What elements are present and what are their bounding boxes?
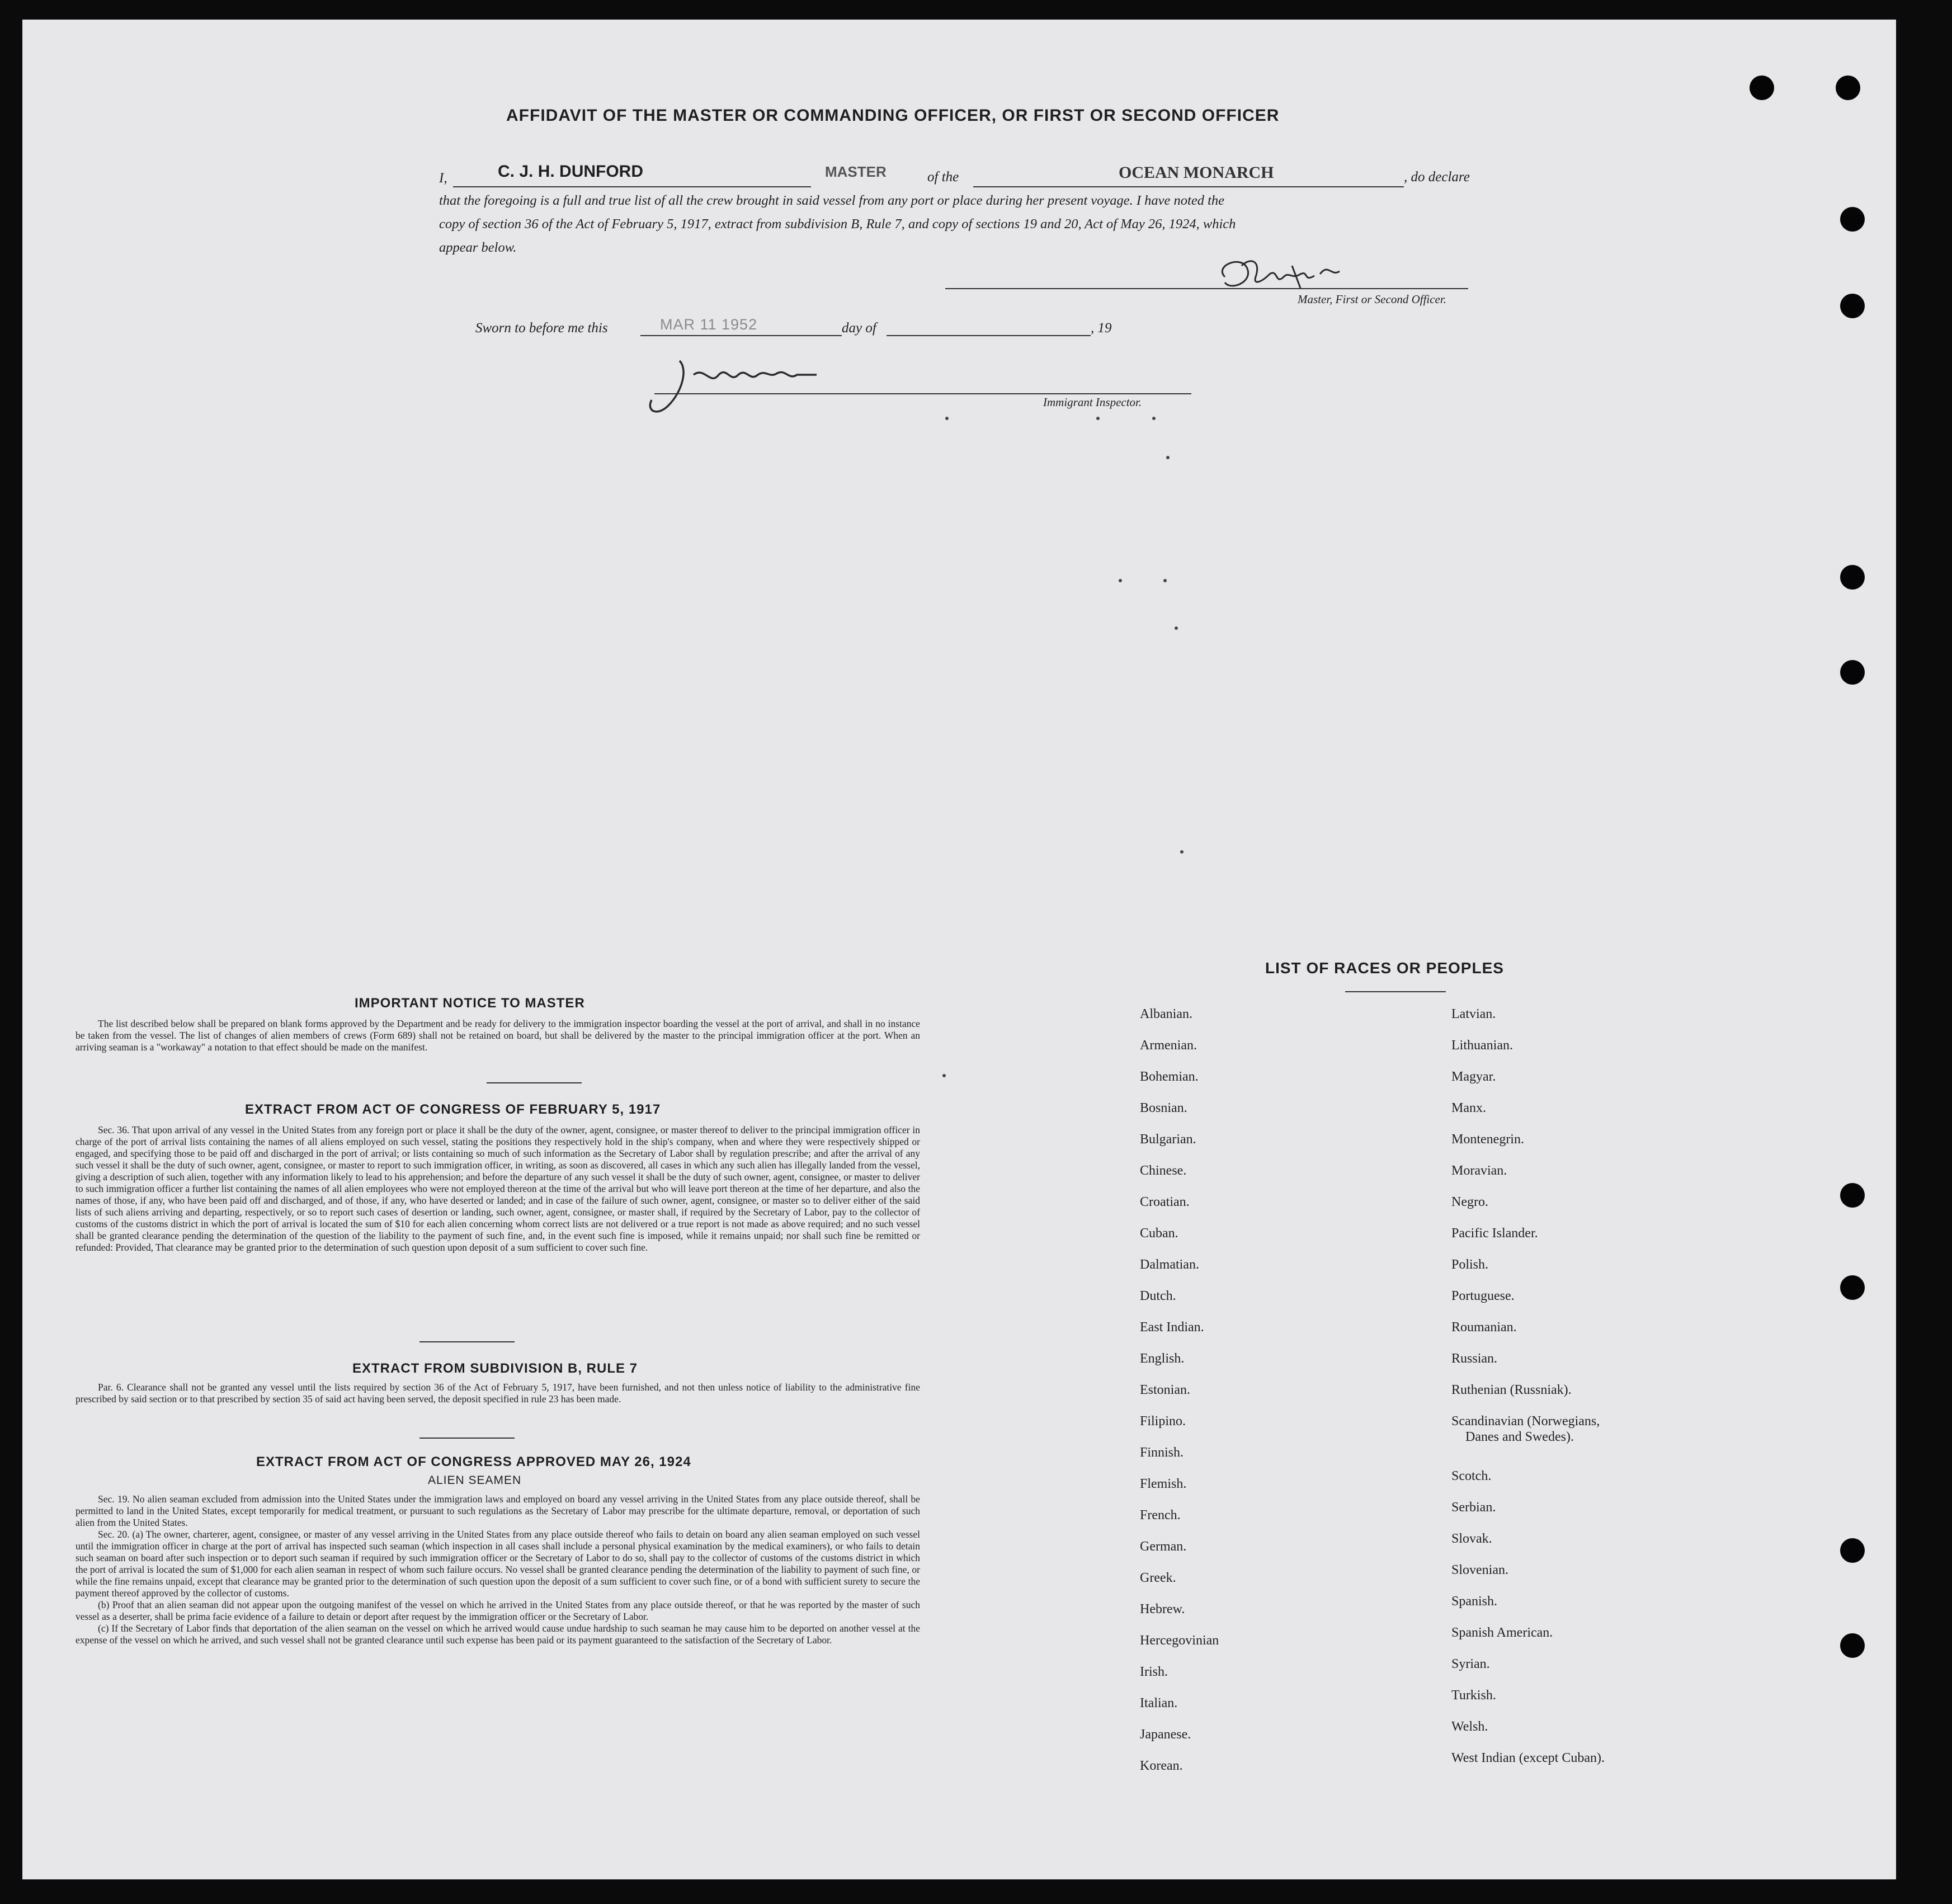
race-item: Montenegrin. — [1451, 1132, 1524, 1147]
speck — [1152, 417, 1156, 420]
speck — [1175, 626, 1178, 630]
extract-rule7-title: EXTRACT FROM SUBDIVISION B, RULE 7 — [352, 1361, 638, 1376]
races-divider — [1345, 991, 1446, 992]
race-item: Finnish. — [1140, 1445, 1184, 1460]
race-item: Polish. — [1451, 1257, 1489, 1272]
race-item: Welsh. — [1451, 1719, 1488, 1734]
race-item: Spanish. — [1451, 1594, 1498, 1609]
speck — [945, 417, 949, 420]
race-item: Hercegovinian — [1140, 1633, 1219, 1648]
of-the-label: of the — [927, 169, 959, 185]
race-item: Irish. — [1140, 1665, 1168, 1679]
name-underline — [453, 186, 811, 187]
binder-hole — [1840, 207, 1865, 232]
race-item: Chinese. — [1140, 1163, 1187, 1178]
master-signature-line — [945, 288, 1468, 289]
race-item: Russian. — [1451, 1351, 1498, 1366]
race-item: Magyar. — [1451, 1069, 1496, 1084]
race-item: Lithuanian. — [1451, 1038, 1513, 1053]
speck — [1166, 456, 1170, 459]
notice-text — [76, 1018, 920, 1053]
race-item: Manx. — [1451, 1101, 1486, 1115]
race-item: Korean. — [1140, 1759, 1183, 1773]
master-name: C. J. H. DUNFORD — [498, 162, 644, 181]
race-item: Greek. — [1140, 1571, 1176, 1585]
race-item: Bohemian. — [1140, 1069, 1199, 1084]
year-label: , 19 — [1091, 321, 1112, 336]
race-item: Bulgarian. — [1140, 1132, 1196, 1147]
race-item: Dalmatian. — [1140, 1257, 1199, 1272]
section-divider — [487, 1082, 582, 1083]
race-item: Flemish. — [1140, 1477, 1187, 1491]
binder-hole — [1840, 565, 1865, 590]
notice-paragraph: The list described below shall be prepared on blank forms approved by the Department and be ready for delivery to the immigration inspector boarding the vessel at the port of arrival, and shall in no instance be taken from the vessel. The list of changes of alien members of crews (Form 689) shall not be retained on board, but shall be delivered by the master to the principal immigration officer at the port. When an arriving seaman is a "workaway" a notation to that effect should be made on the manifest. — [76, 1018, 920, 1053]
section-20a-paragraph: Sec. 20. (a) The owner, charterer, agent, consignee, or master of any vessel arriving in the United States from any place outside thereof who fails to detain on board any alien seaman employed on such vessel until the immigration officer in charge at the port of arrival has inspected such seaman (which inspection in all cases shall include a personal physical examination by the medical examiners), or who fails to detain such seaman on board after such inspection or to deport such seaman if required by such immigration officer or the Secretary of Labor to do so, shall pay to the collector of customs of the customs district in which the port of arrival is located the sum of $1,000 for each alien seaman in respect of whom such failure occurs. No vessel shall be granted clearance pending the determination of the liability to payment of such fine, or while the fine remains unpaid, except that clearance may be granted prior to the determination of such question upon the deposit of a sum sufficient to cover such fine, or of a bond with sufficient surety to secure the payment thereof approved by the collector of customs. — [76, 1529, 920, 1599]
affidavit-body-line-2: copy of section 36 of the Act of February 5, 1917, extract from subdivision B, Rule 7, and copy of sections 19 and 20, Act of May 26, 1924, which — [439, 216, 1236, 232]
race-item: Italian. — [1140, 1696, 1178, 1710]
section-20c-paragraph: (c) If the Secretary of Labor finds that deportation of the alien seaman on the vessel on which he arrived would cause undue hardship to such seaman he may cause him to be deported on another vessel at the expense of the vessel on which he arrived, and such vessel shall not be granted clearance until such expense has been paid or its payment guaranteed to the satisfaction of the Secretary of Labor. — [76, 1623, 920, 1646]
binder-hole — [1840, 1633, 1865, 1658]
race-item: Spanish American. — [1451, 1625, 1553, 1640]
race-item: German. — [1140, 1539, 1187, 1554]
race-item: Roumanian. — [1451, 1320, 1517, 1335]
races-title: LIST OF RACES OR PEOPLES — [1265, 959, 1504, 977]
inspector-caption: Immigrant Inspector. — [1043, 395, 1142, 409]
affidavit-prefix: I, — [439, 171, 447, 186]
race-item: Portuguese. — [1451, 1289, 1515, 1303]
extract-1917-text — [76, 1124, 920, 1253]
race-item: Syrian. — [1451, 1657, 1490, 1671]
binder-hole — [1840, 1183, 1865, 1208]
section-divider — [419, 1438, 515, 1439]
race-item: French. — [1140, 1508, 1181, 1523]
section-19-paragraph: Sec. 19. No alien seaman excluded from admission into the United States under the immigration laws and employed on board any vessel arriving in the United States from any place outside thereof, shall be permitted to land in the United States, except temporarily for medical treatment, or pursuant to such regulations as the Secretary of Labor may prescribe for the ultimate departure, removal, or deportation of such alien from the United States. — [76, 1493, 920, 1528]
affidavit-body-line-1: that the foregoing is a full and true list of all the crew brought in said vessel from any port or place during her present voyage. I have noted the — [439, 193, 1225, 208]
race-item: Pacific Islander. — [1451, 1226, 1538, 1241]
race-item: English. — [1140, 1351, 1185, 1366]
speck — [1180, 850, 1184, 854]
race-item: East Indian. — [1140, 1320, 1204, 1335]
race-item: Negro. — [1451, 1195, 1488, 1209]
rule7-paragraph: Par. 6. Clearance shall not be granted any vessel until the lists required by section 36 of the Act of February 5, 1917, have been furnished, and not then unless notice of liability to the administrative fine prescribed by said section or to that prescribed by section 35 of said act having been served, the deposit specified in rule 23 has been made. — [76, 1382, 920, 1405]
race-item: Bosnian. — [1140, 1101, 1187, 1115]
affidavit-title: AFFIDAVIT OF THE MASTER OR COMMANDING OFFICER, OR FIRST OR SECOND OFFICER — [506, 106, 1280, 125]
speck — [942, 1074, 946, 1077]
binder-hole — [1840, 294, 1865, 318]
extract-rule7-text — [76, 1382, 920, 1405]
vessel-underline — [973, 186, 1404, 187]
binder-hole — [1750, 76, 1774, 100]
binder-hole — [1840, 1538, 1865, 1563]
binder-hole — [1840, 660, 1865, 685]
race-item: Scotch. — [1451, 1469, 1492, 1483]
race-item: Armenian. — [1140, 1038, 1197, 1053]
speck — [1119, 579, 1122, 582]
race-item: Slovenian. — [1451, 1563, 1508, 1577]
extract-1924-subtitle: ALIEN SEAMEN — [428, 1474, 522, 1487]
race-item: Estonian. — [1140, 1383, 1190, 1397]
binder-hole — [1840, 1275, 1865, 1300]
race-item: Filipino. — [1140, 1414, 1186, 1429]
sworn-date-line — [640, 335, 842, 336]
extract-1924-title: EXTRACT FROM ACT OF CONGRESS APPROVED MAY 26, 1924 — [256, 1454, 691, 1469]
race-item: Ruthenian (Russniak). — [1451, 1383, 1572, 1397]
vessel-name: OCEAN MONARCH — [1119, 163, 1274, 182]
day-of-label: day of — [842, 321, 876, 336]
race-item: Moravian. — [1451, 1163, 1507, 1178]
date-stamp: MAR 11 1952 — [660, 316, 758, 333]
inspector-signature-line — [654, 393, 1191, 394]
speck — [1096, 417, 1100, 420]
do-declare-label: , do declare — [1404, 169, 1470, 185]
race-item: Slovak. — [1451, 1531, 1492, 1546]
binder-hole — [1836, 76, 1860, 100]
affidavit-body-line-3: appear below. — [439, 240, 517, 255]
extract-1917-title: EXTRACT FROM ACT OF CONGRESS OF FEBRUARY 5, 1917 — [245, 1102, 661, 1117]
race-item: Serbian. — [1451, 1500, 1496, 1515]
sworn-label: Sworn to before me this — [475, 321, 608, 336]
section-divider — [419, 1341, 515, 1342]
month-line — [887, 335, 1091, 336]
race-item: Hebrew. — [1140, 1602, 1185, 1616]
speck — [1163, 579, 1167, 582]
race-item: Latvian. — [1451, 1007, 1496, 1021]
race-item: Turkish. — [1451, 1688, 1496, 1703]
race-item: Albanian. — [1140, 1007, 1192, 1021]
race-item: Dutch. — [1140, 1289, 1176, 1303]
race-item: Cuban. — [1140, 1226, 1178, 1241]
race-item: Danes and Swedes). — [1465, 1430, 1574, 1444]
race-item: Croatian. — [1140, 1195, 1190, 1209]
race-item: Japanese. — [1140, 1727, 1191, 1742]
master-rank: MASTER — [825, 163, 887, 180]
race-item: Scandinavian (Norwegians, — [1451, 1414, 1600, 1429]
signer-caption: Master, First or Second Officer. — [1298, 293, 1446, 306]
section-36-paragraph: Sec. 36. That upon arrival of any vessel in the United States from any foreign port or place it shall be the duty of the owner, agent, consignee, or master thereof to deliver to the principal immigration officer in charge of the port of arrival lists containing the names of all aliens employed on such vessel, stating the positions they respectively hold in the ship's company, when and where they were respectively shipped or engaged, and specifying those to be paid off and discharged in the port of arrival; or lists containing so much of such information as the Secretary of Labor shall by regulation prescribe; and after the arrival of any such vessel it shall be the duty of such owner, agent, consignee, or master to report to such immigration officer, in writing, as soon as discovered, all cases in which any such alien has illegally landed from the vessel, giving a description of such alien, together with any information likely to lead to his apprehension; and before the departure of any such vessel it shall be the duty of such owner, agent, consignee, or master to deliver to such immigration officer a further list containing the names of all alien employees who were not employed thereon at the time of the arrival but who will leave port thereon at the time of her departure, and also the names of those, if any, who have been paid off and discharged, and of those, if any, who have deserted or landed; and in case of the failure of such owner, agent, consignee, or master so to deliver either of the said lists of such aliens arriving and departing, respectively, or so to report such cases of desertion or landing, such owner, agent, consignee, or master shall, if required by the Secretary of Labor, pay to the collector of customs of the customs district in which the port of arrival is located the sum of $10 for each alien concerning whom correct lists are not delivered or a true report is not made as above required; and no such vessel shall be granted clearance pending the determination of the question of the liability to the payment of such fine, and, in the event such fine is imposed, while it remains unpaid; nor shall such fine be remitted or refunded: Provided, That clearance may be granted prior to the determination of such question upon deposit of a sum sufficient to cover such fine. — [76, 1124, 920, 1253]
notice-title: IMPORTANT NOTICE TO MASTER — [355, 996, 585, 1011]
extract-1924-text — [76, 1493, 920, 1646]
document-page — [22, 20, 1896, 1879]
race-item: West Indian (except Cuban). — [1451, 1751, 1605, 1765]
section-20b-paragraph: (b) Proof that an alien seaman did not appear upon the outgoing manifest of the vessel on which he arrived in the United States from any place outside thereof, or that he was reported by the master of such vessel as a deserter, shall be prima facie evidence of a failure to detain or deport after request by the immigration officer or the Secretary of Labor. — [76, 1599, 920, 1622]
inspector-signature — [626, 344, 861, 422]
